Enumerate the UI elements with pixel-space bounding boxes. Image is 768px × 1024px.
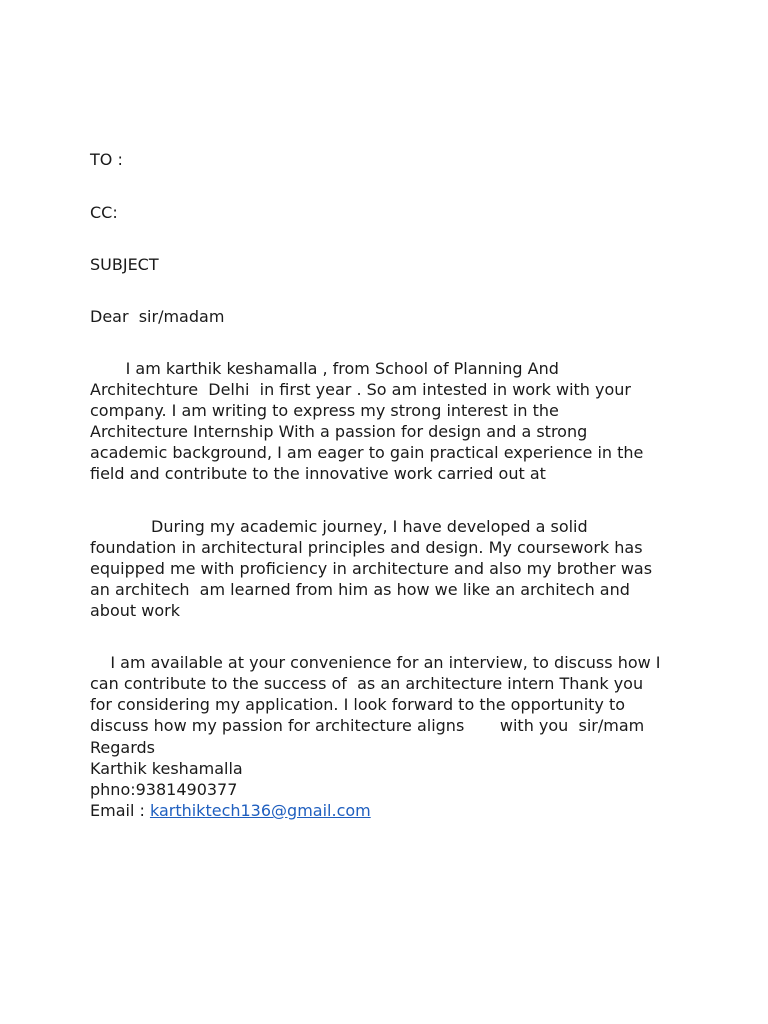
paragraph-line: for considering my application. I look forward to the opportunity to — [90, 695, 626, 714]
email-label: Email : — [90, 801, 150, 820]
paragraph-line: field and contribute to the innovative work carried out at — [90, 464, 546, 483]
paragraph-line: foundation in architectural principles and design. My coursework has — [90, 538, 643, 557]
email-link[interactable]: karthiktech136@gmail.com — [149, 801, 371, 820]
sender-phone: phno:9381490377 — [90, 780, 238, 799]
paragraph-line: about work — [90, 601, 180, 620]
salutation: Dear sir/madam — [90, 307, 225, 326]
email-line — [90, 800, 371, 821]
subject-label: SUBJECT — [90, 255, 159, 274]
paragraph-line: company. I am writing to express my strong interest in the — [90, 401, 559, 420]
sender-name: Karthik keshamalla — [90, 759, 243, 778]
paragraph-line: Architecture Internship With a passion for design and a strong — [90, 422, 588, 441]
paragraph-line: academic background, I am eager to gain practical experience in the — [90, 443, 644, 462]
paragraph-line: I am karthik keshamalla , from School of Planning And — [90, 359, 559, 378]
paragraph-line: equipped me with proficiency in architecture and also my brother was — [90, 559, 653, 578]
paragraph-line: can contribute to the success of as an architecture intern Thank you — [90, 674, 644, 693]
paragraph-line: I am available at your convenience for an interview, to discuss how I — [90, 653, 661, 672]
paragraph-line: Architechture Delhi in first year . So am intested in work with your — [90, 380, 631, 399]
closing: Regards — [90, 738, 155, 757]
paragraph-line: discuss how my passion for architecture aligns with you sir/mam — [90, 716, 645, 735]
paragraph-line: an architech am learned from him as how we like an architech and — [90, 580, 630, 599]
cc-label: CC: — [90, 203, 118, 222]
to-label: TO : — [90, 150, 123, 169]
paragraph-line: During my academic journey, I have developed a solid — [90, 517, 588, 536]
